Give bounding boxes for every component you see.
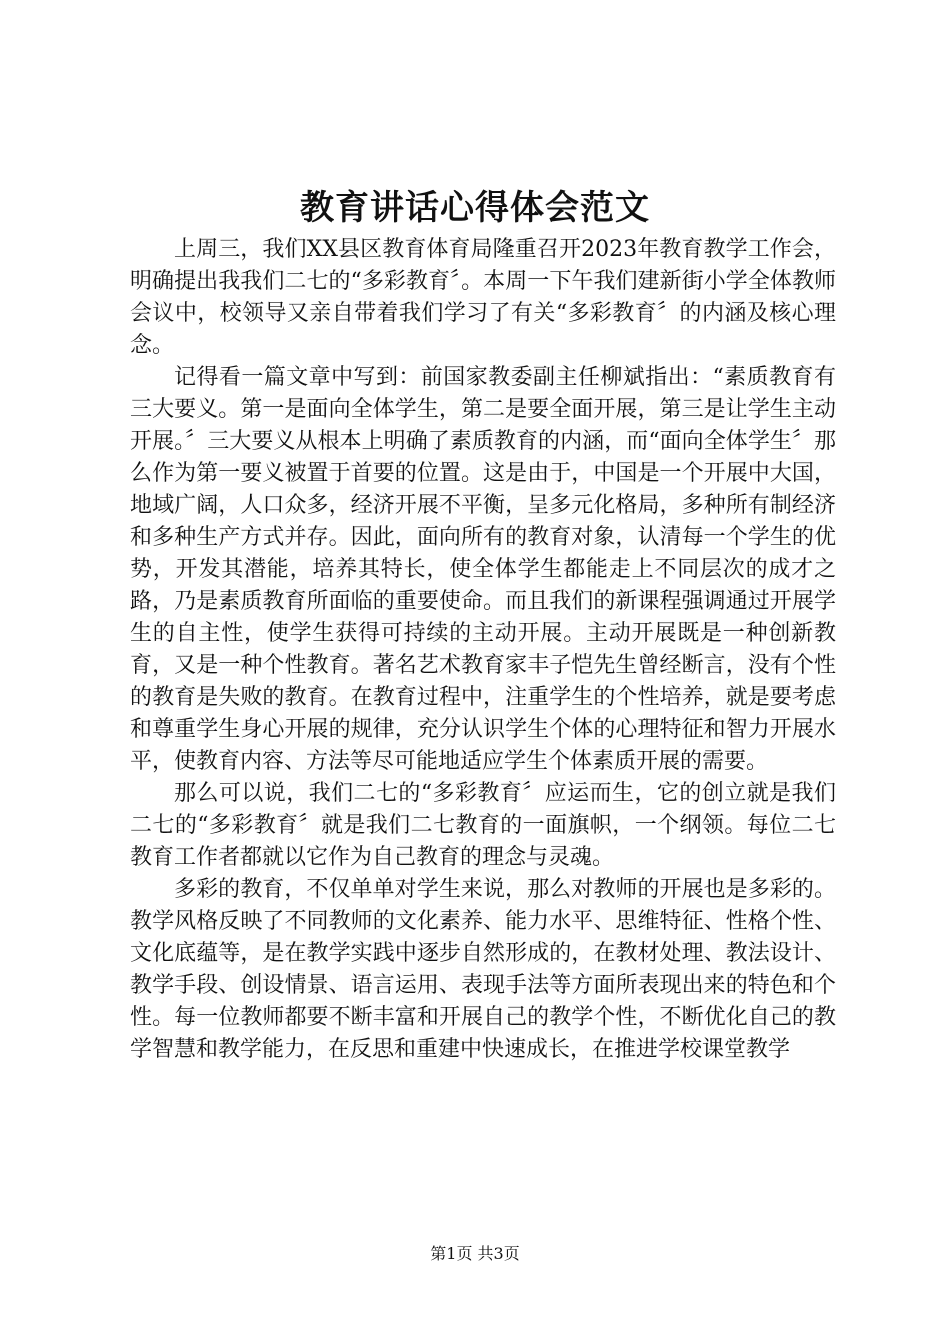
paragraph: 多彩的教育，不仅单单对学生来说，那么对教师的开展也是多彩的。教学风格反映了不同教师的文化素养、能力水平、思维特征、性格个性、文化底蕴等，是在教学实践中逐步自然形成的，在教材处理、教法设计、教学手段、创设情景、语言运用、表现手法等方面所表现出来的特色和个性。每一位教师都要不断丰富和开展自己的教学个性，不断优化自己的教学智慧和教学能力，在反思和重建中快速成长，在推进学校课堂教学 [130, 877, 836, 1062]
document-body [130, 234, 836, 1066]
paragraph: 那么可以说，我们二七的“多彩教育〞应运而生，它的创立就是我们二七的“多彩教育〞就是我们二七教育的一面旗帜，一个纲领。每位二七教育工作者都就以它作为自己教育的理念与灵魂。 [130, 781, 836, 870]
document-title: 教育讲话心得体会范文 [300, 188, 650, 228]
paragraph: 上周三，我们XX县区教育体育局隆重召开2023年教育教学工作会，明确提出我我们二七的“多彩教育〞。本周一下午我们建新街小学全体教师会议中，校领导又亲自带着我们学习了有关“多彩教育〞的内涵及核心理念。 [130, 237, 836, 358]
page-number-footer: 第1页 共3页 [430, 1244, 520, 1263]
paragraph: 记得看一篇文章中写到：前国家教委副主任柳斌指出：“素质教育有三大要义。第一是面向全体学生，第二是要全面开展，第三是让学生主动开展。〞三大要义从根本上明确了素质教育的内涵，而“面向全体学生〞那么作为第一要义被置于首要的位置。这是由于，中国是一个开展中大国，地域广阔，人口众多，经济开展不平衡，呈多元化格局，多种所有制经济和多种生产方式并存。因此，面向所有的教育对象，认清每一个学生的优势，开发其潜能，培养其特长，使全体学生都能走上不同层次的成才之路，乃是素质教育所面临的重要使命。而且我们的新课程强调通过开展学生的自主性，使学生获得可持续的主动开展。主动开展既是一种创新教育，又是一种个性教育。著名艺术教育家丰子恺先生曾经断言，没有个性的教育是失败的教育。在教育过程中，注重学生的个性培养，就是要考虑和尊重学生身心开展的规律，充分认识学生个体的心理特征和智力开展水平，使教育内容、方法等尽可能地适应学生个体素质开展的需要。 [130, 365, 836, 774]
